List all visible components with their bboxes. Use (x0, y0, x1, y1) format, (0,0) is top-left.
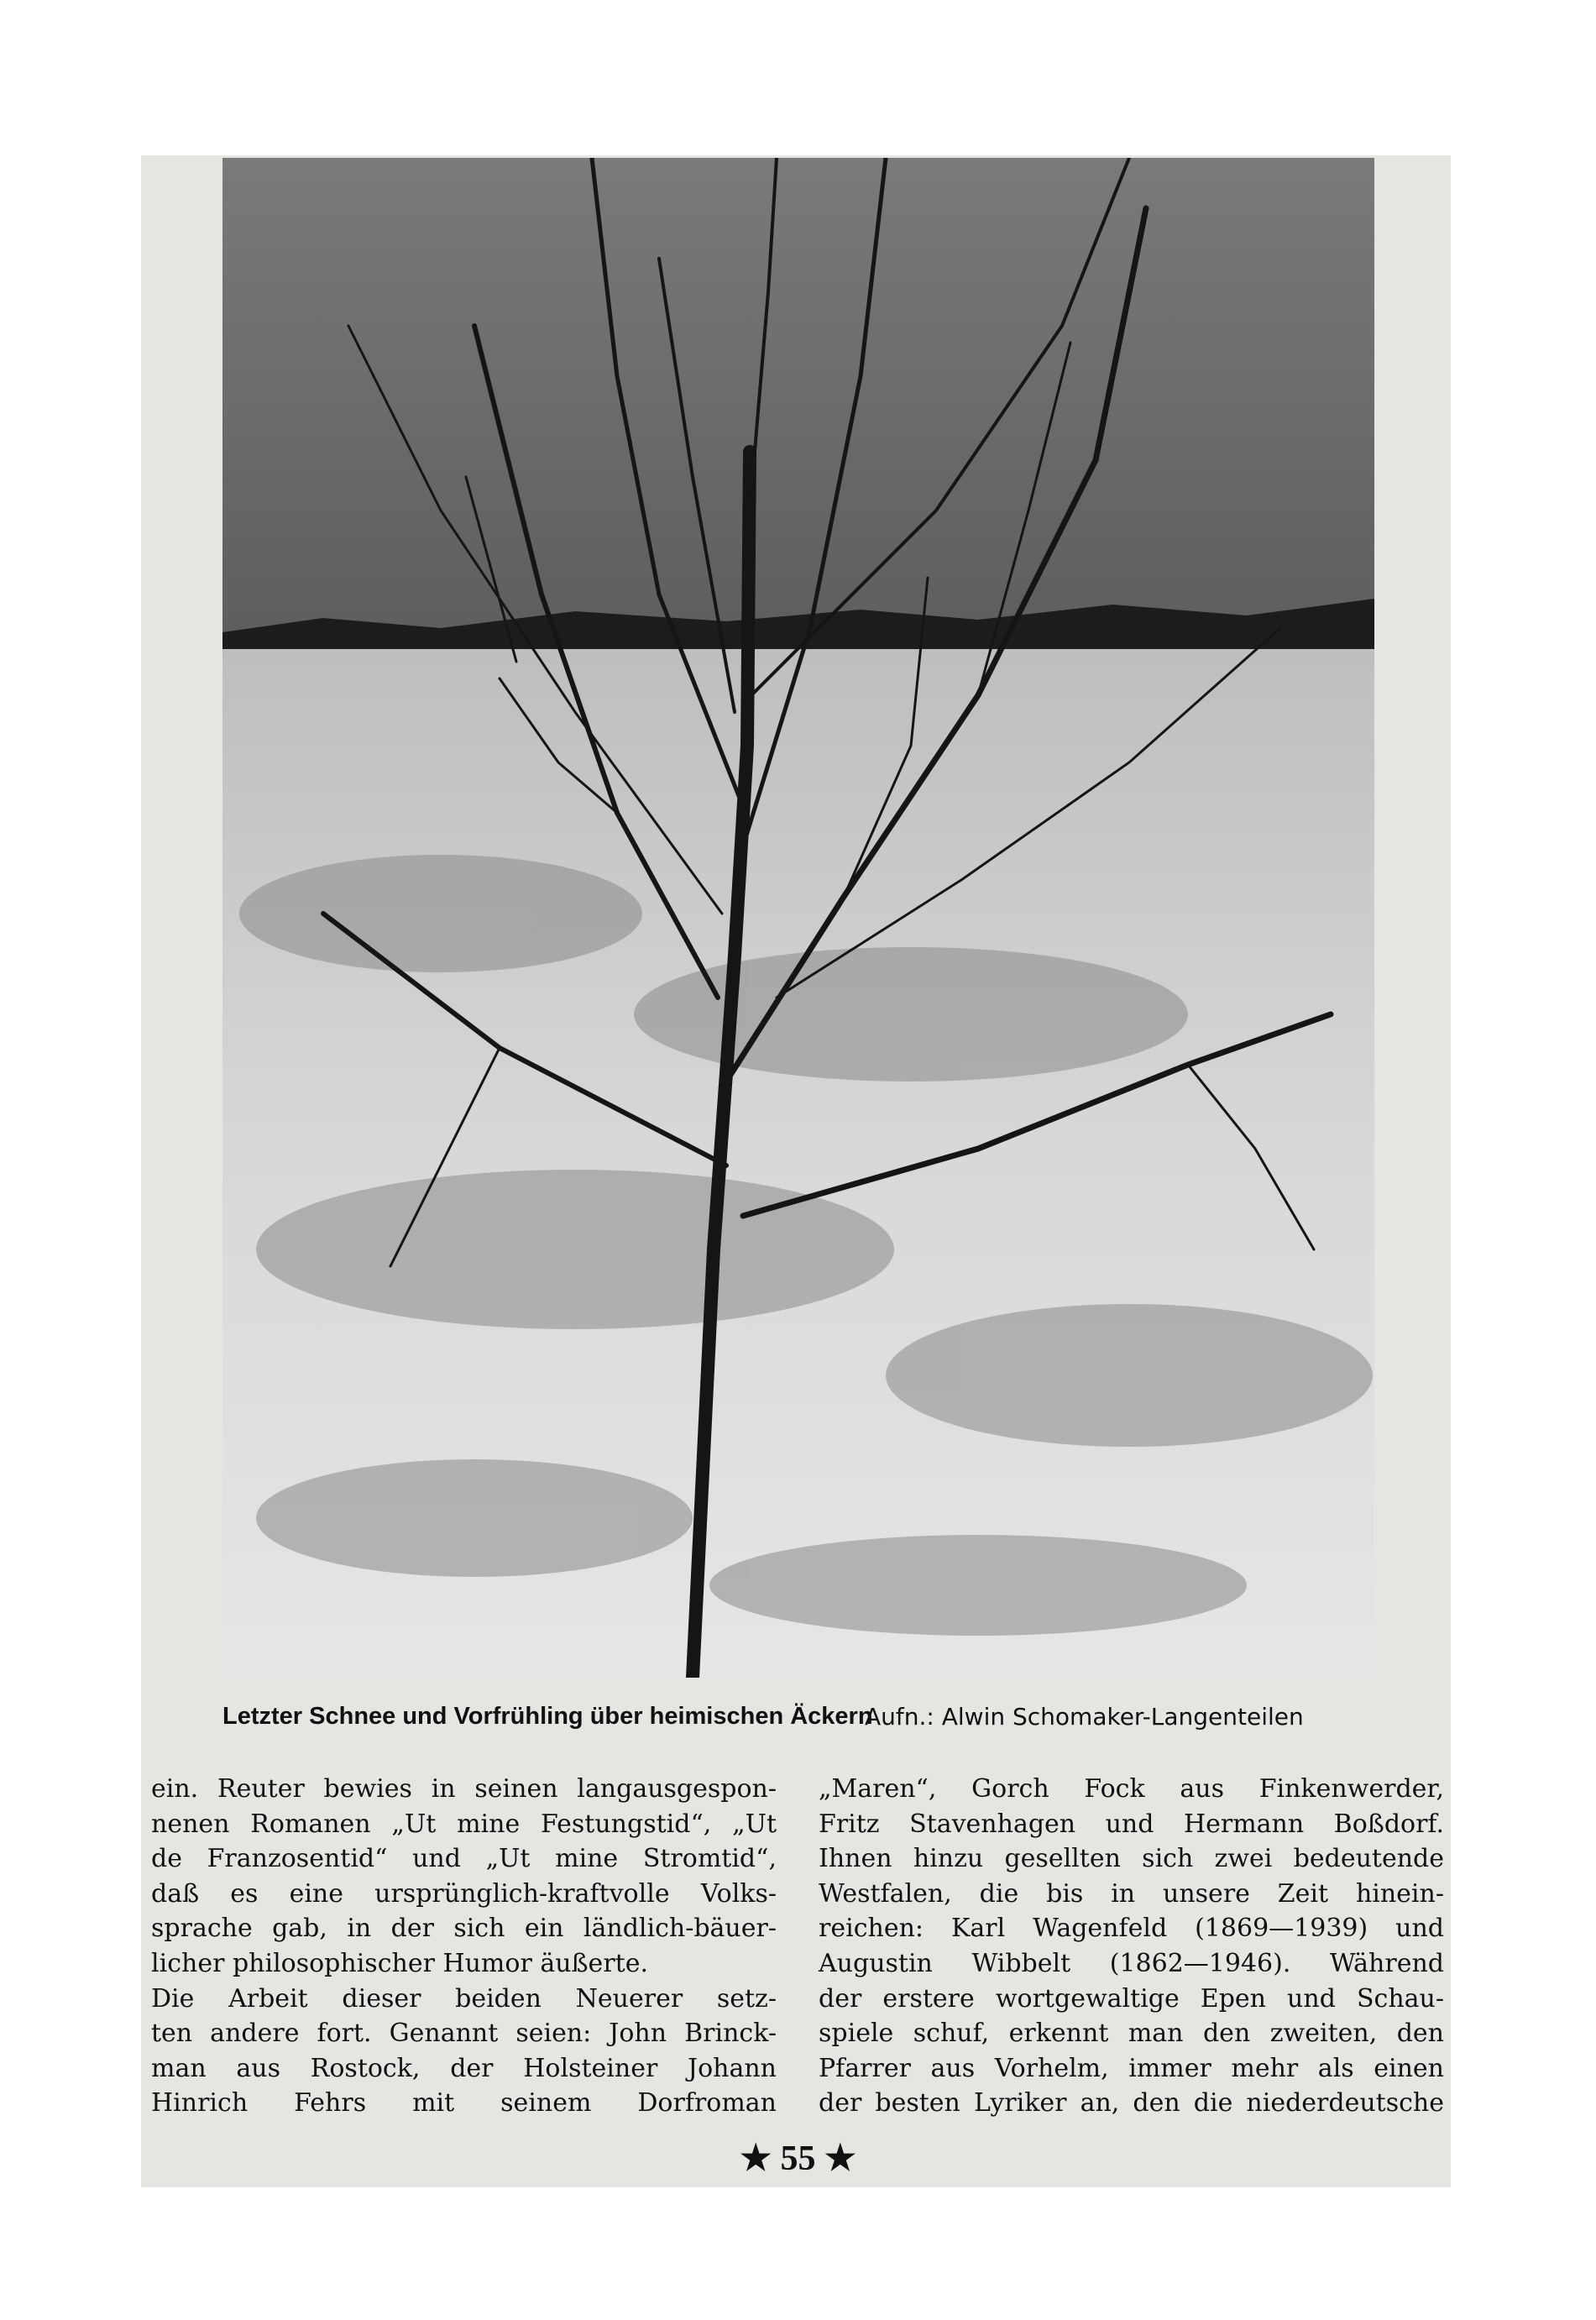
text-line: der besten Lyriker an, den die niederdeutsche (819, 2088, 1444, 2118)
text-line: Die Arbeit dieser beiden Neuerer setz- (151, 1983, 777, 2014)
text-line: de Franzosentid“ und „Ut mine Stromtid“, (151, 1844, 777, 1874)
text-line: Ihnen hinzu gesellten sich zwei bedeutende (819, 1844, 1444, 1874)
text-line: spiele schuf, erkennt man den zweiten, den (819, 2019, 1444, 2049)
photograph-snow-field-with-bare-shrub (222, 158, 1374, 1678)
text-column-right (819, 1772, 1444, 2121)
text-line: sprache gab, in der sich ein ländlich-bäuer- (151, 1914, 777, 1944)
text-column-left (151, 1772, 777, 2121)
text-line: Westfalen, die bis in unsere Zeit hinein- (819, 1878, 1444, 1909)
text-line: Fritz Stavenhagen und Hermann Boßdorf. (819, 1809, 1444, 1839)
text-line: licher philosophischer Humor äußerte. (151, 1948, 649, 1978)
text-line: Augustin Wibbelt (1862—1946). Während (819, 1948, 1444, 1978)
text-line: nenen Romanen „Ut mine Festungstid“, „Ut (151, 1809, 777, 1839)
text-line: man aus Rostock, der Holsteiner Johann (151, 2053, 777, 2083)
text-line: ein. Reuter bewies in seinen langausgespon- (151, 1774, 777, 1804)
text-line: Pfarrer aus Vorhelm, immer mehr als einen (819, 2053, 1444, 2083)
text-line: reichen: Karl Wagenfeld (1869—1939) und (819, 1914, 1444, 1944)
page-number: ★ 55 ★ (740, 2139, 856, 2178)
text-line: „Maren“, Gorch Fock aus Finkenwerder, (819, 1774, 1444, 1804)
text-line: Hinrich Fehrs mit seinem Dorfroman (151, 2088, 777, 2118)
photograph-illustration (222, 158, 1374, 1678)
text-line: der erstere wortgewaltige Epen und Schau- (819, 1983, 1444, 2014)
text-line: daß es eine ursprünglich-kraftvolle Volks- (151, 1878, 777, 1909)
photo-credit: Aufn.: Alwin Schomaker-Langenteilen (865, 1703, 1304, 1731)
text-line: ten andere fort. Genannt seien: John Brinck- (151, 2019, 777, 2049)
figure-caption: Letzter Schnee und Vorfrühling über heimischen Äckern (222, 1703, 873, 1730)
